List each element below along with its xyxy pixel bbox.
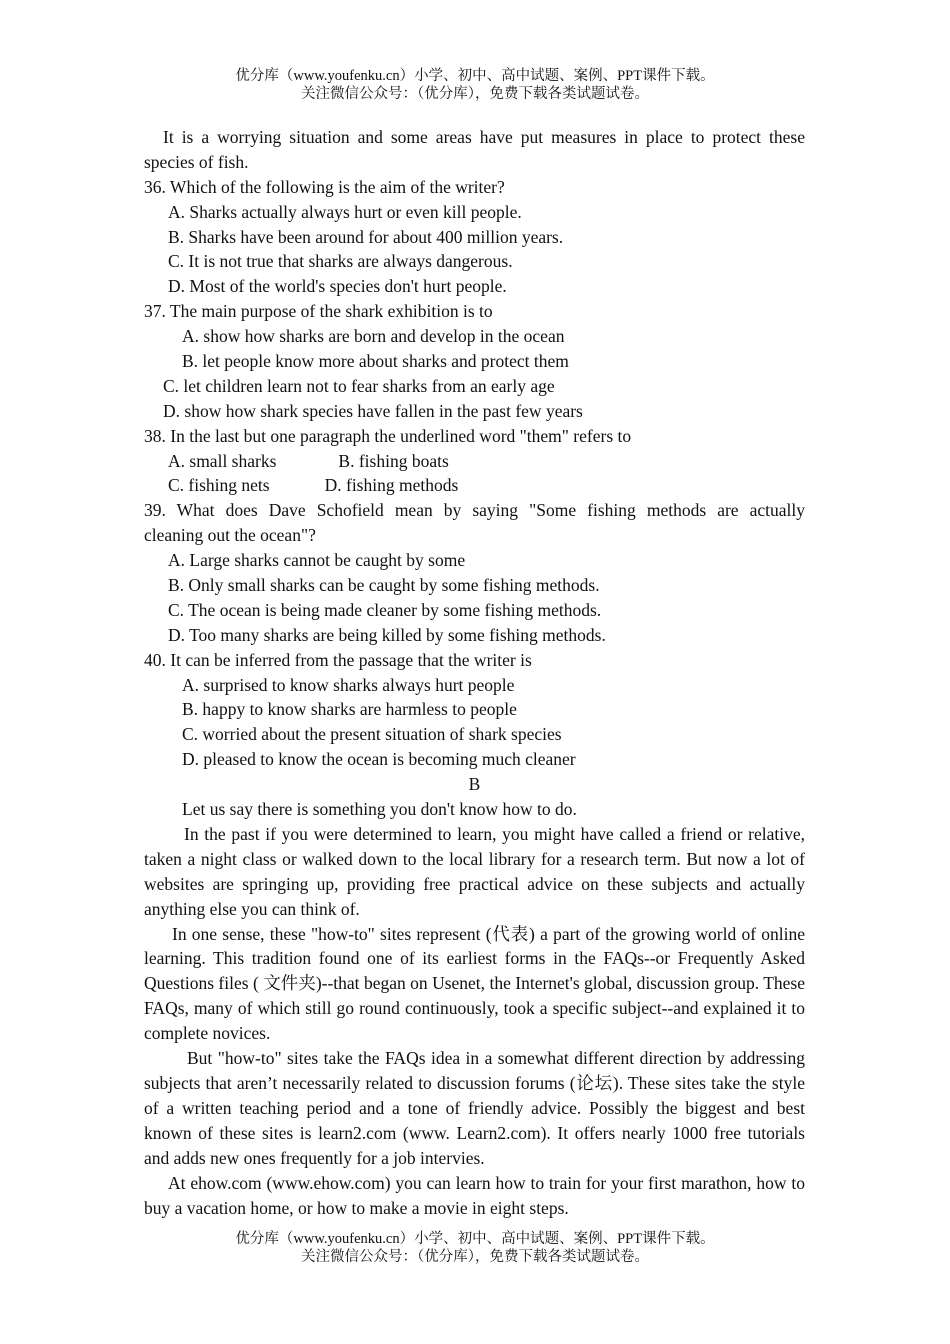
section-b-paragraph-5: At ehow.com (www.ehow.com) you can learn how to train for your first marathon, how to buy a vacation home, or how to make a movie in eight steps. xyxy=(144,1172,805,1218)
question-38-options-row-2 xyxy=(144,473,805,498)
question-36-option-d: D. Most of the world's species don't hurt people. xyxy=(168,276,507,297)
footer-line-2: 关注微信公众号：（优分库），免费下载各类试题试卷。 xyxy=(301,1249,649,1265)
question-37-option-d: D. show how shark species have fallen in the past few years xyxy=(163,400,583,421)
question-39-stem-line-1: 39. What does Dave Schofield mean by saying "Some fishing methods are actually xyxy=(144,500,805,521)
question-39-option-b: B. Only small sharks can be caught by some fishing methods. xyxy=(168,575,600,596)
question-40-option-a: A. surprised to know sharks always hurt people xyxy=(182,674,515,695)
section-b-paragraph-1: Let us say there is something you don't know how to do. xyxy=(182,799,577,820)
section-b-paragraph-4: But "how-to" sites take the FAQs idea in a somewhat different direction by addressing subjects that aren’t necessarily related to discussion forums (论坛). These sites take the style of a written teaching period and a tone of friendly advice. Possibly the biggest and best known of these sites is learn2.com (www. Learn2.com). It offers nearly 1000 free tutorials and adds new ones frequently for a job intervies. xyxy=(144,1048,805,1168)
question-38-option-c: C. fishing nets xyxy=(168,475,270,496)
question-36-option-c: C. It is not true that sharks are always dangerous. xyxy=(168,251,513,272)
document-body xyxy=(144,125,805,1220)
header-line-2: 关注微信公众号：（优分库），免费下载各类试题试卷。 xyxy=(301,86,649,102)
question-40-option-c: C. worried about the present situation of shark species xyxy=(182,724,562,745)
question-36-stem: 36. Which of the following is the aim of the writer? xyxy=(144,176,505,197)
section-b-paragraph-3: In one sense, these "how-to" sites represent (代表) a part of the growing world of online learning. This tradition found one of its earliest forms in the FAQs--or Frequently Asked Questions files ( 文件夹)--that began on Usenet, the Internet's global, discussion group. These FAQs, many of which still go round continuously, took a specific subject--and explained it to complete novices. xyxy=(144,923,805,1044)
section-b-paragraph-2: In the past if you were determined to learn, you might have called a friend or relative, taken a night class or walked down to the local library for a research term. But now a lot of websites are springing up, providing free practical advice on these subjects and actually anything else you can think of. xyxy=(144,823,805,919)
question-36-option-a: A. Sharks actually always hurt or even kill people. xyxy=(168,201,522,222)
header-line-1: 优分库（www.youfenku.cn）小学、初中、高中试题、案例、PPT课件下载。 xyxy=(235,68,715,84)
question-38-options-row-1 xyxy=(144,449,805,474)
question-38-option-d: D. fishing methods xyxy=(324,475,459,496)
question-39-option-c: C. The ocean is being made cleaner by some fishing methods. xyxy=(168,599,602,620)
page-header xyxy=(0,67,950,103)
question-40-option-d: D. pleased to know the ocean is becoming much cleaner xyxy=(182,749,576,770)
page-footer xyxy=(0,1230,950,1266)
question-38-option-b: B. fishing boats xyxy=(338,450,449,471)
question-37-option-b: B. let people know more about sharks and protect them xyxy=(182,351,569,372)
question-37-option-c: C. let children learn not to fear sharks from an early age xyxy=(163,375,555,396)
question-38-option-a: A. small sharks xyxy=(168,450,277,471)
question-38-stem: 38. In the last but one paragraph the underlined word "them" refers to xyxy=(144,425,632,446)
question-39-stem-line-2: cleaning out the ocean"? xyxy=(144,525,316,546)
footer-line-1: 优分库（www.youfenku.cn）小学、初中、高中试题、案例、PPT课件下载。 xyxy=(235,1231,715,1247)
question-40-option-b: B. happy to know sharks are harmless to people xyxy=(182,699,517,720)
section-b-heading: B xyxy=(468,774,481,795)
question-40-stem: 40. It can be inferred from the passage that the writer is xyxy=(144,649,532,670)
question-39-option-d: D. Too many sharks are being killed by some fishing methods. xyxy=(168,624,606,645)
intro-line-2: species of fish. xyxy=(144,151,249,172)
question-36-option-b: B. Sharks have been around for about 400 million years. xyxy=(168,226,564,247)
intro-line-1: It is a worrying situation and some areas have put measures in place to protect these xyxy=(163,127,805,147)
question-37-stem: 37. The main purpose of the shark exhibition is to xyxy=(144,301,493,322)
question-39-option-a: A. Large sharks cannot be caught by some xyxy=(168,550,466,571)
question-37-option-a: A. show how sharks are born and develop in the ocean xyxy=(182,326,565,347)
